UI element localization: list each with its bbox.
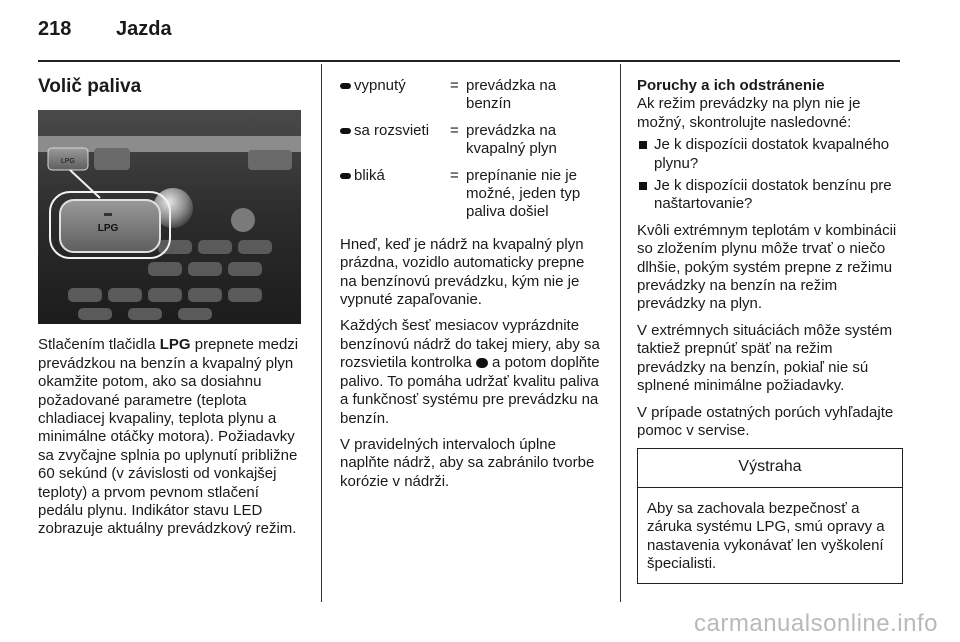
lpg-button-photo xyxy=(38,110,301,324)
bullet-icon xyxy=(639,141,647,149)
chapter-title: Jazda xyxy=(116,18,172,40)
paragraph: Ak režim prevádzky na plyn nie je možný, skontrolujte nasledovné: xyxy=(637,95,861,131)
description-paragraph: Stlačením tlačidla LPG prepnete medzi prevádzkou na benzín a kvapalný plyn okamžite potom, ako sa dosiahnu požadované parametre (teplota chladiacej kvapaliny, teplota plynu a minimálne otáčky motora). Požiadavky sa zvyčajne splnia po uplynutí približne 60 sekúnd (v závislosti od vonkajšej teploty) a prvom pevnom stlačení pedálu plynu. Indikátor stavu LED zobrazuje aktuálny prevádzkový režim. xyxy=(38,336,299,538)
fuel-warning-lamp-icon xyxy=(476,358,488,368)
section-title: Volič paliva xyxy=(38,76,142,97)
svg-text:LPG: LPG xyxy=(97,223,119,235)
watermark: carmanualsonline.info xyxy=(694,610,938,637)
warning-box xyxy=(637,448,903,584)
subsection-heading: Poruchy a ich odstránenie xyxy=(637,77,825,94)
led-indicator-icon xyxy=(340,128,351,134)
column-3 xyxy=(637,77,903,584)
led-status-table xyxy=(340,77,596,230)
page-number: 218 xyxy=(38,18,72,40)
list-item: Je k dispozícii dostatok benzínu pre naštartovanie? xyxy=(637,177,903,214)
header-rule xyxy=(38,60,900,62)
bullet-icon xyxy=(639,182,647,190)
page-header xyxy=(38,18,172,41)
paragraph: V pravidelných intervaloch úplne naplňte nádrž, aby sa zabránilo tvorbe korózie v nádrži. xyxy=(340,435,595,490)
table-row: sa rozsvieti = prevádzka na kvapalný plyn xyxy=(340,122,596,167)
paragraph: Každých šesť mesiacov vyprázdnite benzínovú nádrž do takej miery, aby sa rozsvietila kontrolka a potom doplňte palivo. To pomáha udržať kvalitu paliva a funkčnosť systému pre prevádzku na benzín. xyxy=(340,317,600,427)
column-1 xyxy=(38,78,304,539)
paragraph: V prípade ostatných porúch vyhľadajte pomoc v servise. xyxy=(637,403,894,439)
paragraph: V extrémnych situáciách môže systém taktiež prepnúť späť na režim prevádzky na benzín, pokiaľ nie sú splnené minimálne požiadavky. xyxy=(637,321,893,395)
column-2 xyxy=(340,77,604,491)
svg-text:LPG: LPG xyxy=(60,158,76,166)
column-divider xyxy=(321,64,322,602)
warning-text: Aby sa zachovala bezpečnosť a záruka systému LPG, smú opravy a nastavenia vykonávať len vyškolení špecialisti. xyxy=(647,499,885,572)
column-divider xyxy=(620,64,621,602)
led-indicator-icon xyxy=(340,83,351,89)
led-indicator-icon xyxy=(340,173,351,179)
table-row: vypnutý = prevádzka na benzín xyxy=(340,77,596,122)
list-item: Je k dispozícii dostatok kvapalného plynu? xyxy=(637,136,903,173)
paragraph: Hneď, keď je nádrž na kvapalný plyn prázdna, vozidlo automaticky prepne na benzínovú prevádzku, kým nie je vypnuté zapaľovanie. xyxy=(340,235,585,309)
warning-title: Výstraha xyxy=(638,449,902,487)
paragraph: Kvôli extrémnym teplotám v kombinácii so zložením plynu môže trvať o niečo dlhšie, pokým systém prepne z režimu prevádzky na benzín na režim prevádzky na plyn. xyxy=(637,221,897,313)
table-row: bliká = prepínanie nie je možné, jeden typ paliva došiel xyxy=(340,167,596,230)
